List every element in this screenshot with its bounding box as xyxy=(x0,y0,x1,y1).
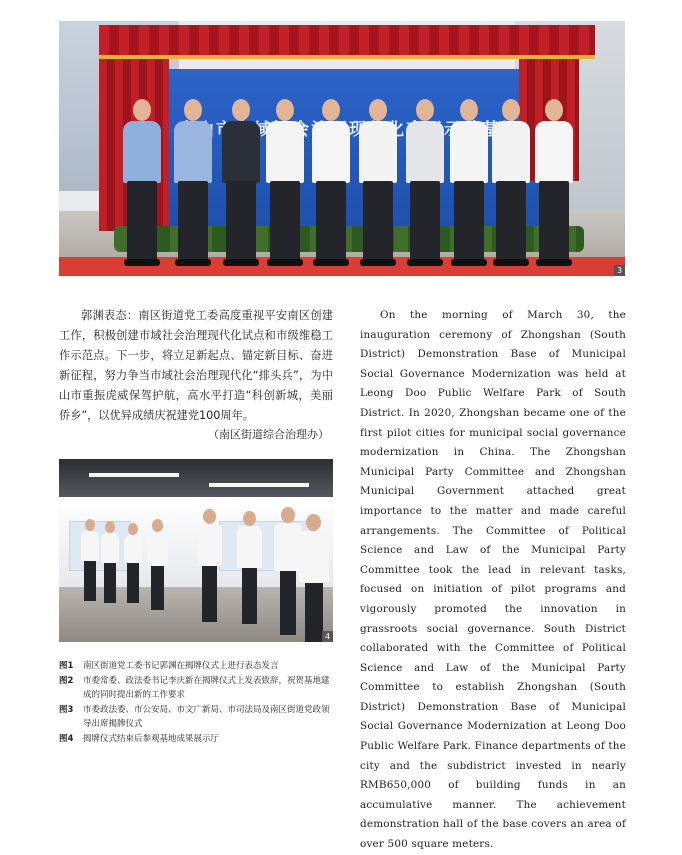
chinese-article-paragraph: 郭渊表态：南区街道党工委高度重视平安南区创建工作，积极创建市域社会治理现代化试点和市级维稳工作示范点。下一步，将立足新起点、锚定新目标、奋进新征程，努力争当市域社会治理现代化“排头兵”，为中山市重振虎威保驾护航，高水平打造“科创新城，美丽侨乡”，以优异成绩庆祝建党100周年。 xyxy=(59,309,333,422)
caption-item xyxy=(59,659,333,674)
official-person xyxy=(404,99,446,267)
english-article-paragraph: On the morning of March 30, the inauguration ceremony of Zhongshan (South District) Demonstration Base of Municipal Social Governance Modernization was held at Leong Doo Public Welfare Park of South District. In 2020, Zhongshan became one of the first pilot cities for municipal social governance modernization in China. The Zhongshan Municipal Party Committee and Zhongshan Municipal Government attached great importance to the matter and made careful arrangements. The Committee of Political Science and Law of the Municipal Party Committee took the lead in relevant tasks, focused on initiation of pilot programs and vigorously promoted the innovation in grassroots social governance. South District collaborated with the Committee of Political Science and Law of the Municipal Party Committee to establish Zhongshan (South District) Demonstration Base of Municipal Social Governance Modernization at Leong Doo Public Welfare Park. Finance departments of the city and the subdistrict invested in nearly RMB650,000 of building funds in an accumulative manner. The achievement demonstration hall of the base covers an area of over 500 square meters. xyxy=(360,309,626,851)
caption-label: 图3 xyxy=(59,704,74,715)
caption-text: 市委政法委、市公安局、市文广新局、市司法局及南区街道党政领导出席揭牌仪式 xyxy=(83,704,330,729)
figure-captions xyxy=(59,659,333,746)
caption-label: 图1 xyxy=(59,661,74,671)
official-person xyxy=(490,99,532,267)
official-person xyxy=(220,99,262,267)
caption-label: 图4 xyxy=(59,733,74,744)
chinese-article-source: （南区街道综合治理办） xyxy=(208,428,329,441)
caption-text: 南区街道党工委书记郭渊在揭牌仪式上进行表态发言 xyxy=(83,661,279,671)
caption-label: 图2 xyxy=(59,675,74,686)
official-person xyxy=(172,99,214,267)
caption-item xyxy=(59,674,333,703)
ceiling-light xyxy=(89,473,179,477)
red-curtain-valance xyxy=(99,25,595,59)
official-person xyxy=(310,99,352,267)
caption-text: 揭牌仪式结束后参观基地成果展示厅 xyxy=(83,733,220,744)
exhibition-hall-photo xyxy=(59,459,333,642)
ceiling-light xyxy=(209,483,309,487)
caption-text: 市委常委、政法委书记李庆新在揭牌仪式上发表致辞，祝贺基地建成的同时提出新的工作要求 xyxy=(83,675,330,700)
caption-item xyxy=(59,732,333,747)
photo-number-badge: 4 xyxy=(322,631,333,642)
caption-item xyxy=(59,703,333,732)
official-person xyxy=(121,99,163,267)
official-person xyxy=(264,99,306,267)
exhibit-panel xyxy=(69,521,131,571)
official-person xyxy=(533,99,575,267)
hall-ceiling xyxy=(59,459,333,497)
ceremony-photo xyxy=(59,21,625,276)
photo-number-badge: 3 xyxy=(614,265,625,276)
official-person xyxy=(357,99,399,267)
official-person xyxy=(448,99,490,267)
